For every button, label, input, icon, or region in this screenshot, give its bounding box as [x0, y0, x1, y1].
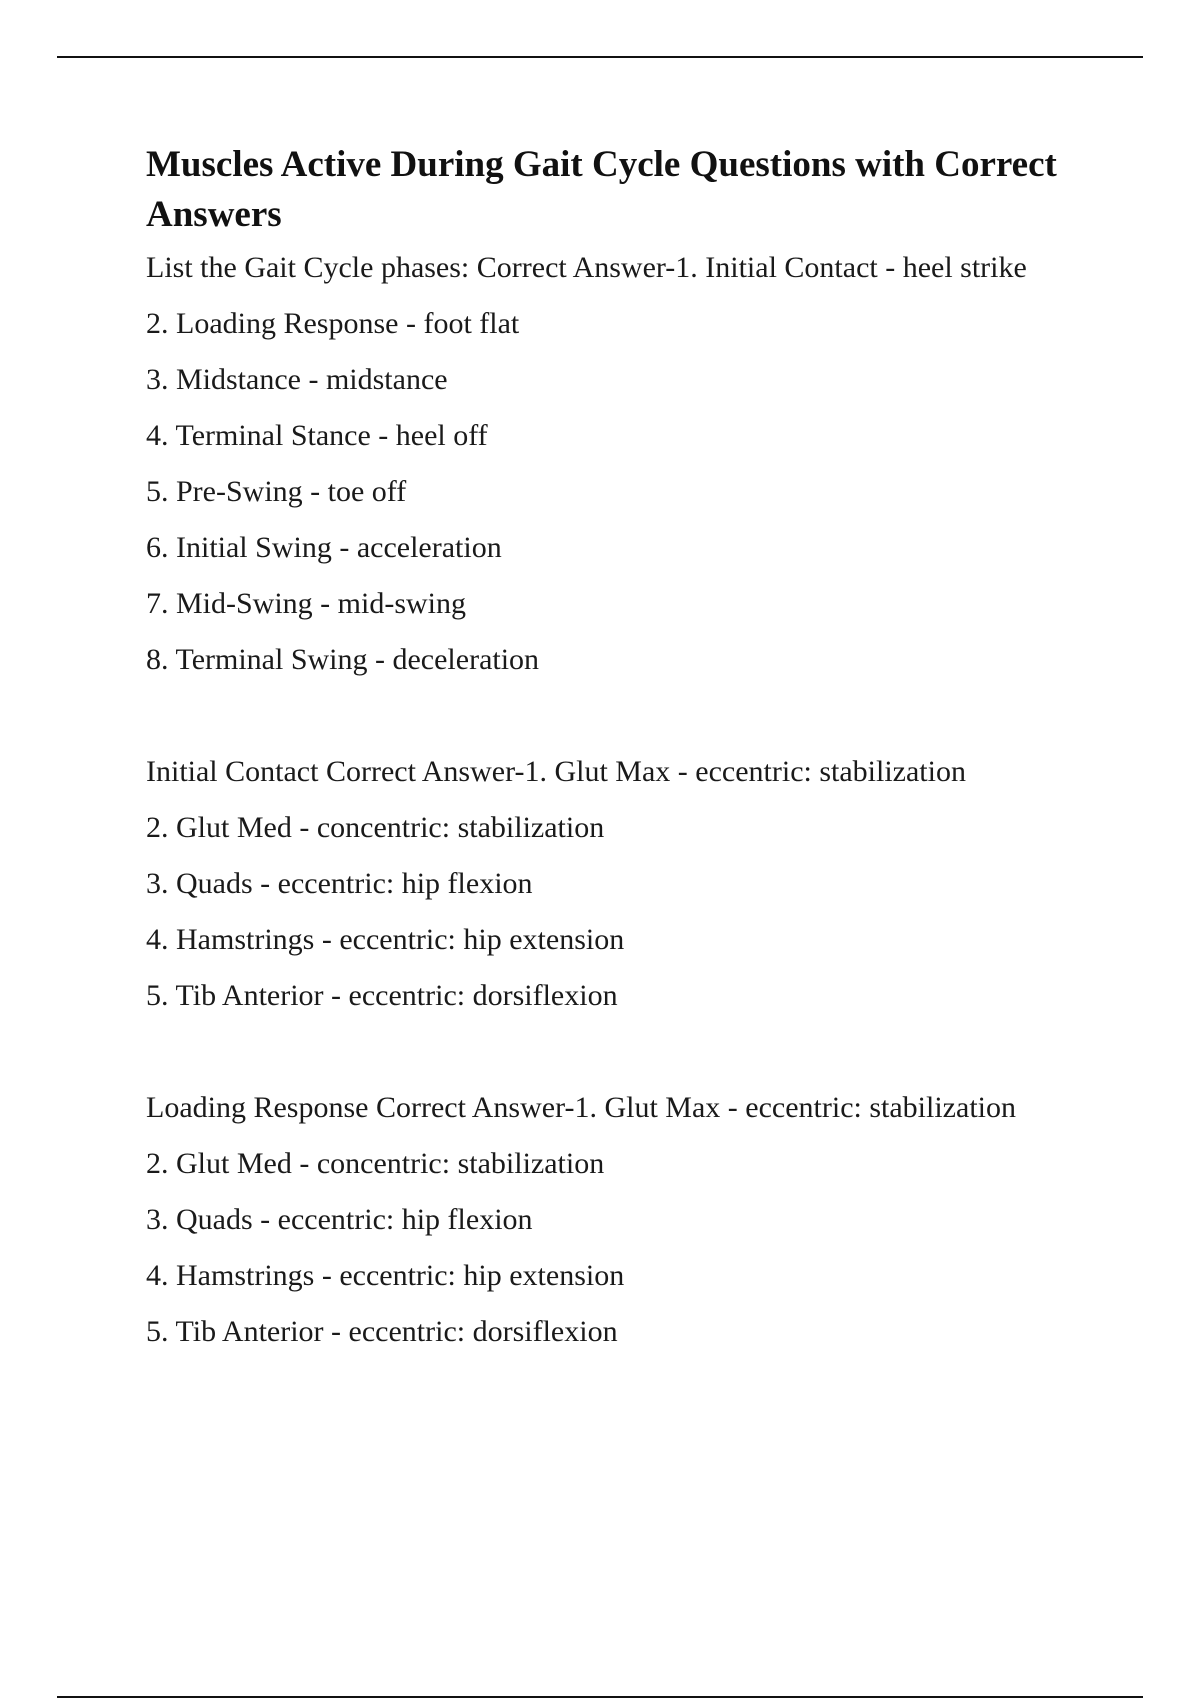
answer-line: 3. Midstance - midstance — [146, 363, 448, 396]
answer-line: 4. Terminal Stance - heel off — [146, 419, 488, 452]
answer-line: 4. Hamstrings - eccentric: hip extension — [146, 1259, 625, 1292]
section-spacer — [146, 1032, 1106, 1088]
section-gait-phases — [146, 248, 1106, 680]
question-line: List the Gait Cycle phases: Correct Answer-1. Initial Contact - heel strike — [146, 251, 1027, 284]
section-initial-contact — [146, 752, 1106, 1016]
answer-line: 8. Terminal Swing - deceleration — [146, 643, 540, 676]
answer-line: 3. Quads - eccentric: hip flexion — [146, 1203, 533, 1236]
question-line: Initial Contact Correct Answer-1. Glut Max - eccentric: stabilization — [146, 755, 966, 788]
answer-line: 3. Quads - eccentric: hip flexion — [146, 867, 533, 900]
answer-line: 2. Glut Med - concentric: stabilization — [146, 1147, 605, 1180]
answer-line: 6. Initial Swing - acceleration — [146, 531, 502, 564]
header-rule — [57, 56, 1143, 58]
question-line: Loading Response Correct Answer-1. Glut Max - eccentric: stabilization — [146, 1091, 1016, 1124]
footer-rule — [57, 1696, 1143, 1698]
answer-line: 5. Tib Anterior - eccentric: dorsiflexion — [146, 979, 618, 1012]
document-body — [146, 140, 1106, 1368]
answer-line: 2. Loading Response - foot flat — [146, 307, 520, 340]
answer-line: 5. Tib Anterior - eccentric: dorsiflexion — [146, 1315, 618, 1348]
answer-line: 5. Pre-Swing - toe off — [146, 475, 407, 508]
answer-line: 4. Hamstrings - eccentric: hip extension — [146, 923, 625, 956]
section-spacer — [146, 696, 1106, 752]
answer-line: 7. Mid-Swing - mid-swing — [146, 587, 467, 620]
document-title: Muscles Active During Gait Cycle Questions with Correct Answers — [146, 144, 1057, 235]
section-loading-response — [146, 1088, 1106, 1352]
answer-line: 2. Glut Med - concentric: stabilization — [146, 811, 605, 844]
